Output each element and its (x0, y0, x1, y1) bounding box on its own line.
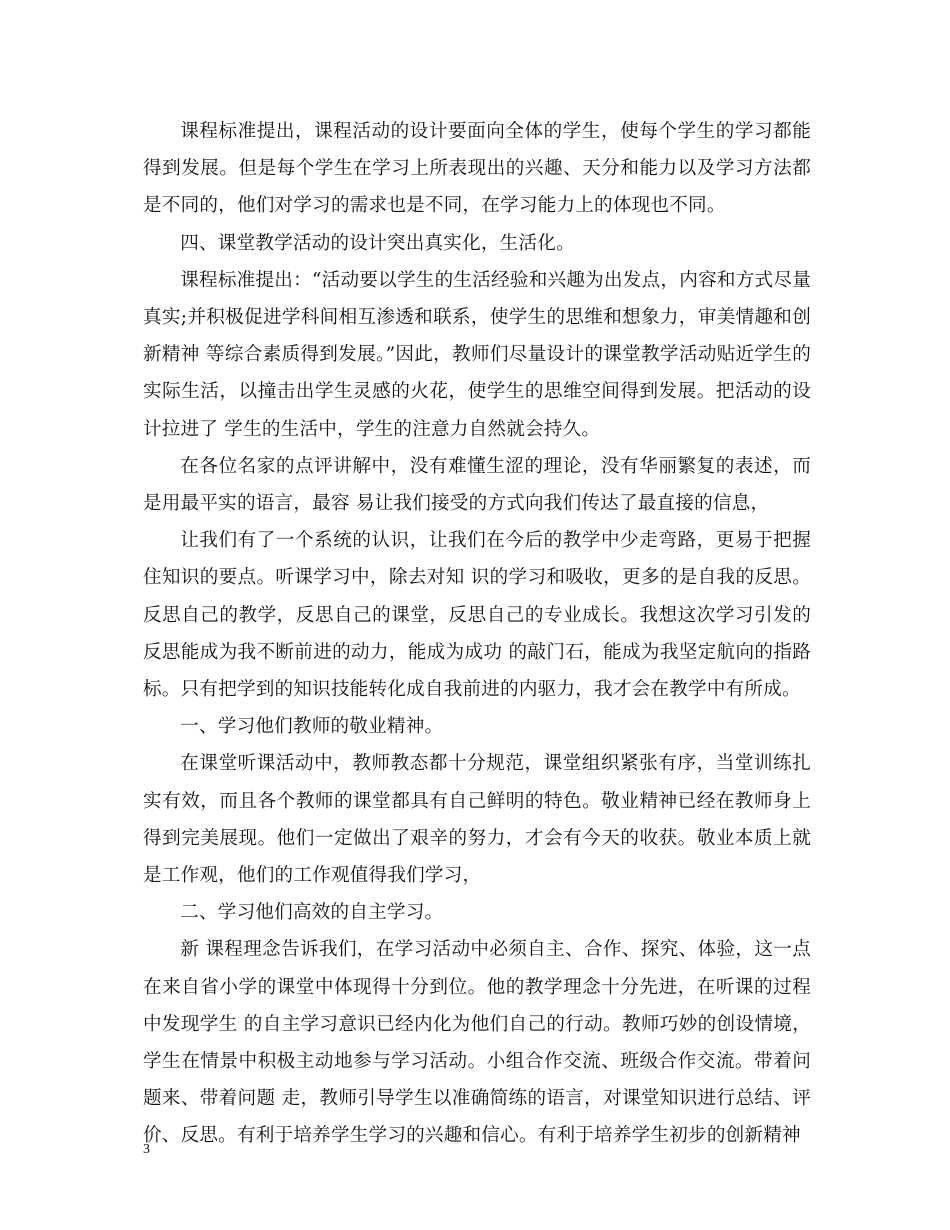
body-text (143, 113, 811, 1155)
paragraph: 课程标准提出，课程活动的设计要面向全体的学生，使每个学生的学习都能得到发展。但是每个学生在学习上所表现出的兴趣、天分和能力以及学习方法都是不同的，他们对学习的需求也是不同，在学习能力上的体现也不同。 (143, 121, 811, 217)
section-heading: 一、学习他们教师的敬业精神。 (180, 716, 444, 738)
section-heading: 二、学习他们高效的自主学习。 (180, 902, 444, 924)
page-number: 3 (143, 1142, 150, 1157)
section-heading: 四、课堂教学活动的设计突出真实化，生活化。 (180, 232, 575, 254)
paragraph: 让我们有了一个系统的认识，让我们在今后的教学中少走弯路，更易于把握住知识的要点。听课学习中，除去对知 识的学习和吸收，更多的是自我的反思。反思自己的教学，反思自己的课堂，反思自己的专业成长。我想这次学习引发的反思能成为我不断前进的动力，能成为成功 的敲门石，能成为我坚定航向的指路标。只有把学到的知识技能转化成自我前进的内驱力，我才会在教学中有所成。 (143, 530, 811, 701)
paragraph: 新 课程理念告诉我们，在学习活动中必须自主、合作、探究、体验，这一点在来自省小学的课堂中体现得十分到位。他的教学理念十分先进，在听课的过程中发现学生 的自主学习意识已经内化为他们自己的行动。教师巧妙的创设情境，学生在情景中积极主动地参与学习活动。小组合作交流、班级合作交流。带着问题来、带着问题 走，教师引导学生以准确简练的语言，对课堂知识进行总结、评价、反思。有利于培养学生学习的兴趣和信心。有利于培养学生初步的创新精神 (143, 939, 811, 1147)
paragraph: 在课堂听课活动中，教师教态都十分规范，课堂组织紧张有序，当堂训练扎实有效，而且各个教师的课堂都具有自己鲜明的特色。敬业精神已经在教师身上得到完美展现。他们一定做出了艰辛的努力，才会有今天的收获。敬业本质上就是工作观，他们的工作观值得我们学习， (143, 753, 811, 887)
paragraph: 在各位名家的点评讲解中，没有难懂生涩的理论，没有华丽繁复的表述，而是用最平实的语言，最容 易让我们接受的方式向我们传达了最直接的信息， (143, 455, 811, 515)
paragraph: 课程标准提出：“活动要以学生的生活经验和兴趣为出发点，内容和方式尽量真实;并积极促进学科间相互渗透和联系，使学生的思维和想象力，审美情趣和创新精神 等综合素质得到发展。”因此，教师们尽量设计的课堂教学活动贴近学生的实际生活，以撞击出学生灵感的火花，使学生的思维空间得到发展。把活动的设计拉进了 学生的生活中，学生的注意力自然就会持久。 (143, 269, 811, 440)
